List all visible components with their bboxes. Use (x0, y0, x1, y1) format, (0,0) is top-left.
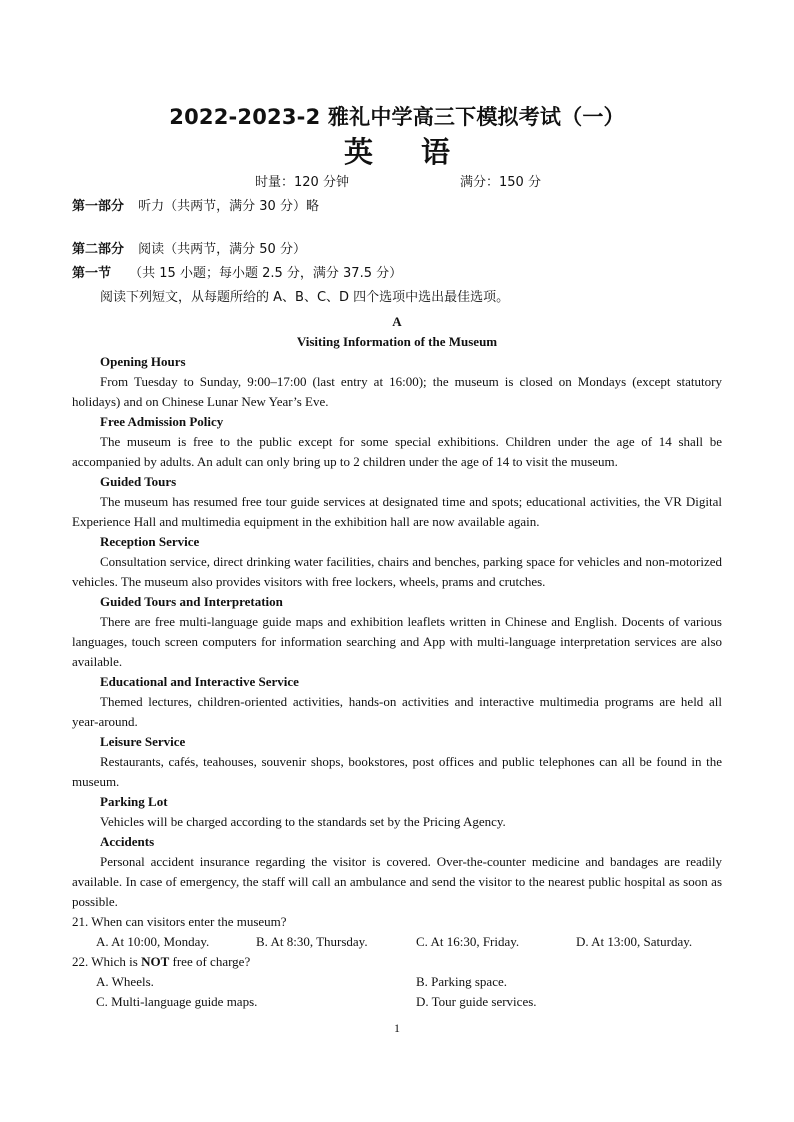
subject-title (0, 130, 794, 171)
section-body: Vehicles will be charged according to the standards set by the Pricing Agency. (100, 814, 506, 829)
section-heading: Parking Lot (100, 794, 168, 809)
section-heading: Reception Service (100, 534, 200, 549)
section-body: There are free multi-language guide maps and exhibition leaflets written in Chinese and English. Docents of various languages, touch screen computers for information searching and App with multi-language interpretation services are also available. (72, 614, 722, 669)
question-22-option-d[interactable]: D. Tour guide services. (416, 994, 537, 1009)
section-heading: Leisure Service (100, 734, 186, 749)
part2-line (72, 240, 306, 260)
passage-letter: A (392, 314, 402, 329)
section-body: Themed lectures, children-oriented activities, hands-on activities and interactive multimedia programs are held all year-around. (72, 694, 722, 729)
question-21-stem: 21. When can visitors enter the museum? (72, 914, 287, 929)
time-limit: 时量：120 分钟 (255, 175, 349, 190)
section-heading: Educational and Interactive Service (100, 674, 299, 689)
exam-title: 2022-2023-2 雅礼中学高三下模拟考试（一） (169, 105, 625, 129)
page-number: 1 (394, 1021, 400, 1035)
section-heading: Free Admission Policy (100, 414, 224, 429)
question-21-option-b[interactable]: B. At 8:30, Thursday. (256, 934, 368, 949)
part1-label: 第一部分 (72, 199, 125, 214)
part1-line (72, 197, 319, 217)
question-22-option-a[interactable]: A. Wheels. (96, 974, 154, 989)
full-score: 满分：150 分 (460, 175, 541, 190)
part2-text: 阅读（共两节，满分 50 分） (138, 242, 306, 257)
section-body: Restaurants, cafés, teahouses, souvenir shops, bookstores, post offices and public telephones can all be found in the museum. (72, 754, 722, 789)
section-body: Personal accident insurance regarding the visitor is covered. Over-the-counter medicine and bandages are readily available. In case of emergency, the staff will call an ambulance and send the visitor to the nearest public hospital as soon as possible. (72, 854, 722, 909)
section-body: Consultation service, direct drinking water facilities, chairs and benches, parking space for vehicles and non-motorized vehicles. The museum also provides visitors with free lockers, wheels, prams and crutches. (72, 554, 722, 589)
section-heading: Opening Hours (100, 354, 186, 369)
section-body: From Tuesday to Sunday, 9:00–17:00 (last entry at 16:00); the museum is closed on Mondays (except statutory holidays) and on Chinese Lunar New Year’s Eve. (72, 374, 722, 409)
section1-text: （共 15 小题；每小题 2.5 分，满分 37.5 分） (129, 266, 403, 281)
section-body: The museum has resumed free tour guide services at designated time and spots; educational activities, the VR Digital Experience Hall and multimedia equipment in the exhibition hall are now available again. (72, 494, 722, 529)
section-body: The museum is free to the public except for some special exhibitions. Children under the age of 14 shall be accompanied by adults. An adult can only bring up to 2 children under the age of 14 to visit the museum. (72, 434, 722, 469)
part2-label: 第二部分 (72, 242, 125, 257)
section-heading: Guided Tours and Interpretation (100, 594, 283, 609)
question-22-stem-start: 22. Which is (72, 954, 142, 969)
section1-line (72, 264, 402, 284)
section-heading: Accidents (100, 834, 155, 849)
part1-text: 听力（共两节，满分 30 分）略 (138, 199, 319, 214)
question-21-option-d[interactable]: D. At 13:00, Saturday. (576, 934, 693, 949)
question-21-option-c[interactable]: C. At 16:30, Friday. (416, 934, 520, 949)
question-22-stem-emphasis: NOT (141, 954, 170, 969)
subject-char-2: 语 (421, 135, 451, 169)
question-22-option-b[interactable]: B. Parking space. (416, 974, 507, 989)
subject-char-1: 英 (343, 135, 373, 169)
question-22-stem-end: free of charge? (169, 954, 251, 969)
question-22-stem (72, 952, 250, 972)
passage-title: Visiting Information of the Museum (296, 334, 498, 349)
section1-label: 第一节 (72, 266, 112, 281)
instruction: 阅读下列短文，从每题所给的 A、B、C、D 四个选项中选出最佳选项。 (100, 290, 510, 305)
section-heading: Guided Tours (100, 474, 177, 489)
question-22-option-c[interactable]: C. Multi-language guide maps. (96, 994, 258, 1009)
question-21-option-a[interactable]: A. At 10:00, Monday. (96, 934, 210, 949)
